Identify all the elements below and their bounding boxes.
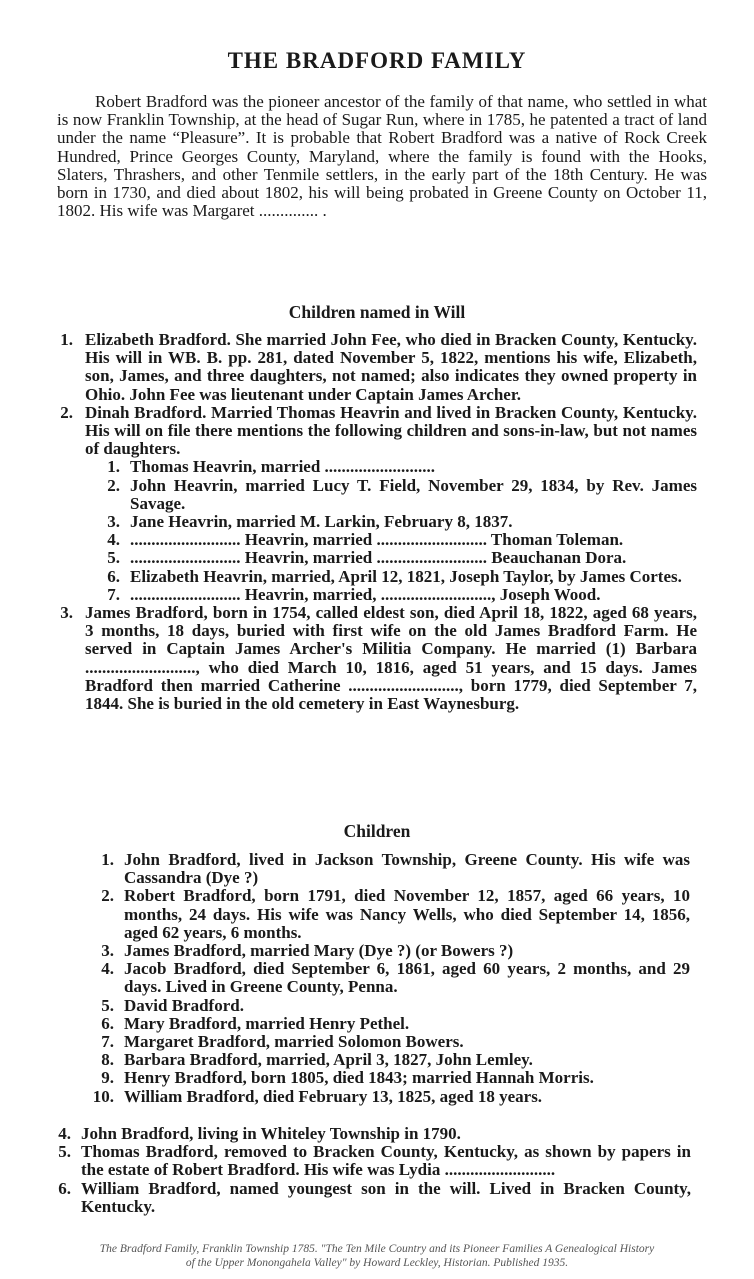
item-text: Margaret Bradford, married Solomon Bowers. (124, 1032, 464, 1052)
item-number: 2. (107, 475, 120, 495)
item-text: John Bradford, living in Whiteley Township in 1790. (81, 1124, 461, 1143)
item-number: 4. (58, 1124, 71, 1143)
item-number: 6. (101, 1013, 114, 1033)
item-number: 6. (58, 1178, 71, 1198)
list-item (101, 1068, 690, 1088)
item-number: 8. (101, 1050, 114, 1070)
will-children-list-continued (58, 1124, 691, 1216)
item-number: 6. (107, 566, 120, 586)
list-item (60, 402, 697, 604)
item-text: James Bradford, married Mary (Dye ?) (or Bowers ?) (124, 941, 514, 961)
item-number: 1. (60, 330, 73, 349)
list-item (101, 1050, 690, 1070)
heavrin-children-list (107, 457, 697, 604)
will-children-heading: Children named in Will (288, 302, 466, 322)
item-text: Elizabeth Bradford. She married John Fee, who died in Bracken County, Kentucky. His will in WB. B. pp. 281, dated November 5, 1822, mentions his wife, Elizabeth, son, James, and three daughters, not named; also indicates they owned property in Ohio. John Fee was lieutenant under Captain James Archer. (85, 330, 697, 404)
children-heading: Children (343, 821, 411, 841)
item-number: 4. (101, 959, 114, 979)
list-item (107, 475, 697, 513)
item-text: John Bradford, lived in Jackson Township, Greene County. His wife was Cassandra (Dye ?) (124, 850, 690, 888)
item-text: William Bradford, named youngest son in the will. Lived in Bracken County, Kentucky. (81, 1178, 691, 1216)
list-item (107, 584, 697, 604)
list-item (58, 1142, 691, 1180)
page-title: THE BRADFORD FAMILY (227, 48, 527, 73)
list-item (101, 1013, 690, 1033)
item-text: .......................... Heavrin, married .......................... Beauchanan Dora. (130, 548, 627, 568)
list-item (107, 530, 697, 550)
item-number: 5. (107, 548, 120, 568)
item-number: 10. (92, 1086, 114, 1106)
item-text: Robert Bradford, born 1791, died November 12, 1857, aged 66 years, 10 months, 24 days. His wife was Nancy Wells, who died September 14, 1856, aged 62 years, 6 months. (124, 886, 690, 942)
item-text: Thomas Heavrin, married .......................... (130, 457, 436, 477)
list-item (107, 548, 697, 568)
item-text: Jacob Bradford, died September 6, 1861, aged 60 years, 2 months, and 29 days. Lived in Greene County, Penna. (124, 959, 690, 997)
list-item (107, 512, 697, 532)
list-item (107, 566, 697, 586)
list-item (101, 850, 690, 888)
item-text: William Bradford, died February 13, 1825, aged 18 years. (124, 1086, 543, 1106)
item-text: Mary Bradford, married Henry Pethel. (124, 1013, 410, 1033)
item-text: Jane Heavrin, married M. Larkin, February 8, 1837. (130, 512, 513, 532)
list-item (101, 941, 690, 961)
item-text: John Heavrin, married Lucy T. Field, November 29, 1834, by Rev. James Savage. (130, 475, 697, 513)
item-text: David Bradford. (124, 995, 244, 1015)
item-number: 7. (107, 584, 120, 604)
list-item (92, 1086, 690, 1106)
item-number: 3. (101, 941, 114, 961)
item-number: 5. (58, 1142, 71, 1162)
item-number: 3. (107, 512, 120, 532)
caption-line: The Bradford Family, Franklin Township 1785. "The Ten Mile Country and its Pioneer Families A Genealogical History (99, 1243, 655, 1255)
list-item (101, 959, 690, 997)
will-children-list (60, 330, 697, 714)
list-item (60, 603, 697, 714)
intro-paragraph: Robert Bradford was the pioneer ancestor of the family of that name, who settled in what is now Franklin Township, at the head of Sugar Run, where in 1785, he patented a tract of land under the name “Pleasure”. It is probable that Robert Bradford was a native of Rock Creek Hundred, Prince Georges County, Maryland, where the family is found with the Hooks, Slaters, Thrashers, and other Tenmile settlers, in the early part of the 18th Century. He was born in 1730, and died about 1802, his will being probated in Greene County on October 11, 1802. His wife was Margaret .............. . (57, 92, 707, 221)
list-item (60, 330, 697, 404)
item-number: 9. (101, 1068, 114, 1088)
list-item (58, 1178, 691, 1216)
source-caption (0, 1242, 754, 1270)
list-item (101, 995, 690, 1015)
list-item (58, 1124, 691, 1143)
item-text: Dinah Bradford. Married Thomas Heavrin and lived in Bracken County, Kentucky. His will on file there mentions the following children and sons-in-law, but not names of daughters. (85, 402, 697, 459)
item-text: Barbara Bradford, married, April 3, 1827, John Lemley. (124, 1050, 533, 1070)
item-number: 1. (101, 850, 114, 869)
item-text: Thomas Bradford, removed to Bracken County, Kentucky, as shown by papers in the estate of Robert Bradford. His wife was Lydia .......................... (81, 1142, 691, 1180)
item-text: .......................... Heavrin, married, .........................., Joseph Wood. (130, 584, 601, 604)
item-number: 4. (107, 530, 120, 550)
item-number: 2. (101, 886, 114, 906)
item-number: 1. (107, 457, 120, 477)
item-number: 5. (101, 995, 114, 1015)
item-number: 3. (60, 603, 73, 623)
caption-line: of the Upper Monongahela Valley" by Howard Leckley, Historian. Published 1935. (185, 1257, 569, 1269)
james-children-list (92, 850, 690, 1106)
list-item (101, 886, 690, 942)
item-text: James Bradford, born in 1754, called eldest son, died April 18, 1822, aged 68 years, 3 months, 18 days, buried with first wife on the old James Bradford Farm. He served in Captain James Archer's Militia Company. He married (1) Barbara .........................., who died March 10, 1816, aged 51 years, and 15 days. James Bradford then married Catherine .........................., born 1779, died September 7, 1844. She is buried in the old cemetery in East Waynesburg. (85, 603, 697, 714)
item-number: 7. (101, 1032, 114, 1052)
item-text: Elizabeth Heavrin, married, April 12, 1821, Joseph Taylor, by James Cortes. (130, 566, 682, 586)
item-number: 2. (60, 402, 73, 422)
list-item (107, 457, 697, 477)
list-item (101, 1032, 690, 1052)
item-text: Henry Bradford, born 1805, died 1843; married Hannah Morris. (124, 1068, 594, 1088)
item-text: .......................... Heavrin, married .......................... Thoman Toleman. (130, 530, 624, 550)
